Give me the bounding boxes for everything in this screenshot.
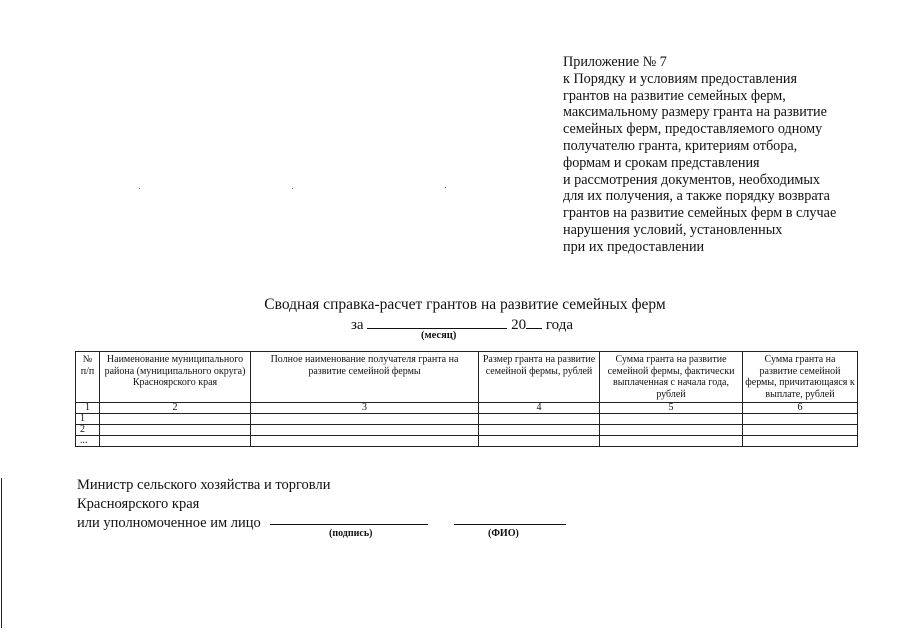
table-cell	[251, 436, 479, 447]
table-cell	[600, 425, 743, 436]
table-cell	[100, 414, 251, 425]
table-cell	[600, 436, 743, 447]
header-recipient: Полное наименование получателя гранта на развитие семейной фермы	[251, 352, 479, 403]
appendix-line: максимальному размеру гранта на развитие	[563, 104, 827, 121]
month-caption: (месяц)	[421, 330, 457, 341]
signature-caption: (подпись)	[329, 528, 373, 539]
column-number: 5	[600, 403, 743, 414]
signatory-line: Министр сельского хозяйства и торговли	[77, 477, 331, 493]
table-cell	[479, 436, 600, 447]
header-due-amount: Сумма гранта на развитие семейной фермы, причитающаяся к выплате, рублей	[743, 352, 858, 403]
table-cell	[743, 425, 858, 436]
header-paid-amount: Сумма гранта на развитие семейной фермы, фактически выплаченная с начала года, рублей	[600, 352, 743, 403]
appendix-line: грантов на развитие семейных ферм,	[563, 87, 786, 104]
appendix-line: при их предоставлении	[563, 238, 705, 255]
appendix-line: нарушения условий, установленных	[563, 221, 783, 238]
year-prefix: 20	[511, 317, 527, 333]
table-cell	[743, 414, 858, 425]
row-number: ...	[76, 436, 100, 447]
year-blank	[526, 314, 542, 329]
table-row	[76, 414, 858, 425]
grants-table	[75, 351, 858, 447]
row-number: 2	[76, 425, 100, 436]
column-number: 1	[76, 403, 100, 414]
period-prefix: за	[351, 317, 364, 333]
scan-margin-line	[1, 478, 2, 628]
header-grant-size: Размер гранта на развитие семейной фермы, рублей	[479, 352, 600, 403]
header-number: № п/п	[76, 352, 100, 403]
appendix-line: к Порядку и условиям предоставления	[563, 70, 798, 87]
scan-speck	[445, 187, 446, 188]
table-cell	[100, 436, 251, 447]
appendix-line: семейных ферм, предоставляемого одному	[563, 121, 823, 138]
table-cell	[251, 425, 479, 436]
appendix-line: грантов на развитие семейных ферм в случае	[563, 205, 837, 222]
table-row	[76, 425, 858, 436]
column-number-row	[76, 403, 858, 414]
table-cell	[479, 425, 600, 436]
period-line	[351, 314, 573, 334]
appendix-line: формам и срокам представления	[563, 154, 760, 171]
signatory-line: или уполномоченное им лицо	[77, 515, 261, 531]
appendix-line: и рассмотрения документов, необходимых	[563, 171, 821, 188]
row-number: 1	[76, 414, 100, 425]
header-district: Наименование муниципального района (муниципального округа) Красноярского края	[100, 352, 251, 403]
signature-blank	[270, 524, 428, 525]
name-blank	[454, 524, 566, 525]
column-number: 2	[100, 403, 251, 414]
document-title: Сводная справка-расчет грантов на развитие семейных ферм	[264, 296, 666, 313]
table-row	[76, 436, 858, 447]
appendix-line: для их получения, а также порядку возврата	[563, 188, 830, 205]
appendix-line: получателю гранта, критериям отбора,	[563, 137, 798, 154]
column-number: 6	[743, 403, 858, 414]
period-suffix: года	[545, 317, 573, 333]
scan-speck	[139, 188, 140, 189]
column-number: 4	[479, 403, 600, 414]
column-number: 3	[251, 403, 479, 414]
signatory-line: Красноярского края	[77, 496, 200, 512]
table-cell	[100, 425, 251, 436]
name-caption: (ФИО)	[488, 528, 519, 539]
scan-speck	[292, 188, 293, 189]
appendix-block	[563, 54, 836, 256]
table-header-row	[76, 352, 858, 403]
table-cell	[479, 414, 600, 425]
table-cell	[743, 436, 858, 447]
appendix-line: Приложение № 7	[563, 54, 667, 70]
table-cell	[251, 414, 479, 425]
table-cell	[600, 414, 743, 425]
month-blank	[367, 314, 507, 329]
